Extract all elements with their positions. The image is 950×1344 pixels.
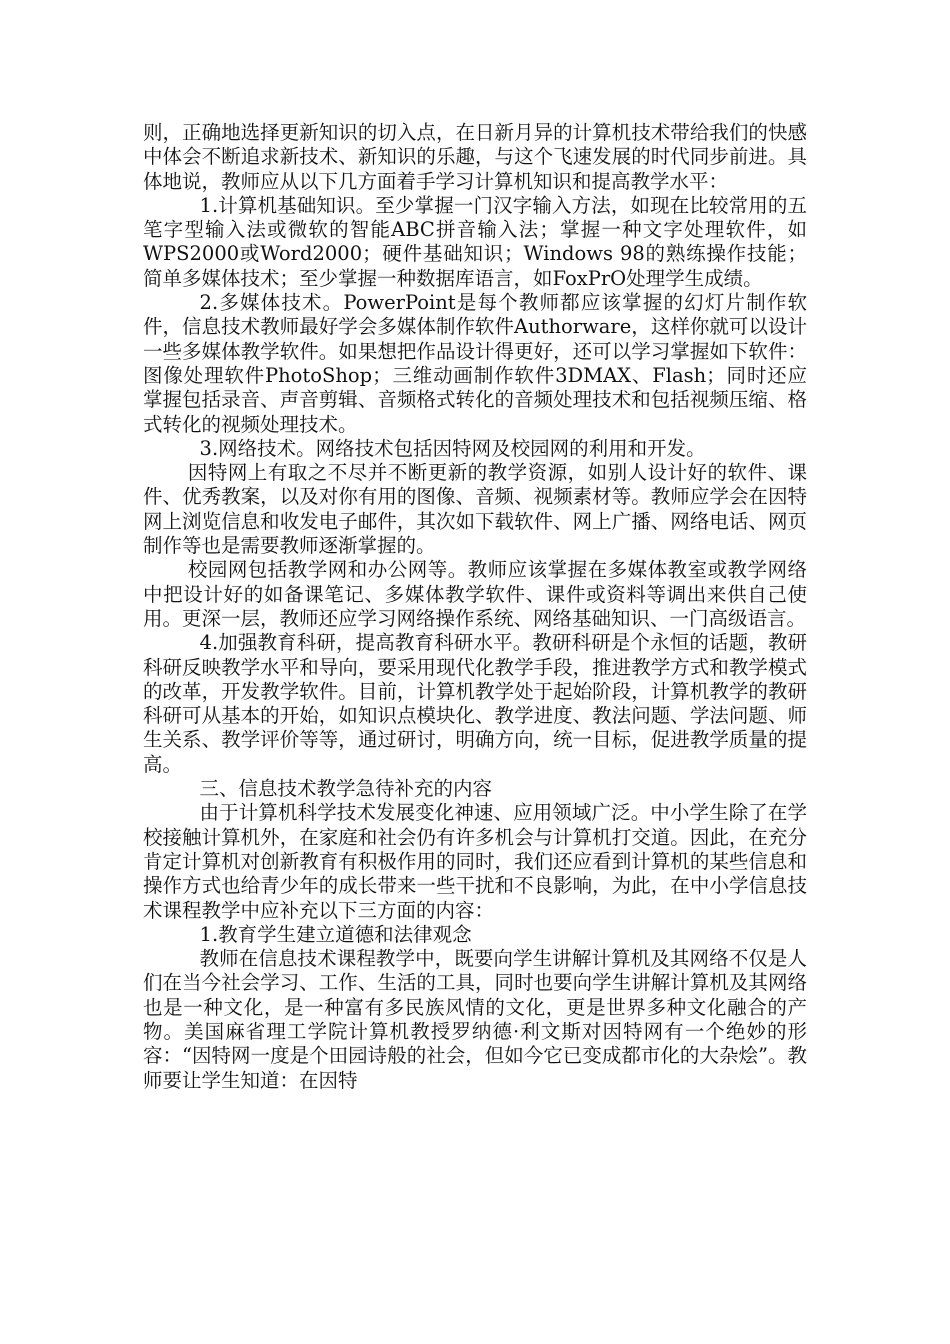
paragraph-computer-basics: 1.计算机基础知识。至少掌握一门汉字输入方法，如现在比较常用的五笔字型输入法或微软的智能ABC拼音输入法；掌握一种文字处理软件，如WPS2000或Word2000；硬件基础知识；Windows 98的熟练操作技能；简单多媒体技术；至少掌握一种数据库语言，如FoxPrO处理学生成绩。: [143, 193, 807, 290]
paragraph-intro: 则，正确地选择更新知识的切入点，在日新月异的计算机技术带给我们的快感中体会不断追求新技术、新知识的乐趣，与这个飞速发展的时代同步前进。具体地说，教师应从以下几方面着手学习计算机知识和提高教学水平：: [143, 121, 807, 193]
subheading-ethics: 1.教育学生建立道德和法律观念: [199, 922, 472, 946]
paragraph-multimedia: 2.多媒体技术。PowerPoint是每个教师都应该掌握的幻灯片制作软件，信息技术教师最好学会多媒体制作软件Authorware，这样你就可以设计一些多媒体教学软件。如果想把作品设计得更好，还可以学习掌握如下软件：图像处理软件PhotoShop；三维动画制作软件3DMAX、Flash；同时还应掌握包括录音、声音剪辑、音频格式转化的音频处理技术和包括视频压缩、格式转化的视频处理技术。: [143, 291, 807, 436]
paragraph-ethics: 教师在信息技术课程教学中，既要向学生讲解计算机及其网络不仅是人们在当今社会学习、工作、生活的工具，同时也要向学生讲解计算机及其网络也是一种文化，是一种富有多民族风情的文化，更是世界多种文化融合的产物。美国麻省理工学院计算机教授罗纳德·利文斯对因特网有一个绝妙的形容：“因特网一度是个田园诗般的社会，但如今它已变成都市化的大杂烩”。教师要让学生知道：在因特: [143, 947, 807, 1092]
paragraph-internet: 因特网上有取之不尽并不断更新的教学资源，如别人设计好的软件、课件、优秀教案，以及对你有用的图像、音频、视频素材等。教师应学会在因特网上浏览信息和收发电子邮件，其次如下载软件、网上广播、网络电话、网页制作等也是需要教师逐渐掌握的。: [143, 461, 807, 558]
document-body: [143, 121, 807, 1093]
paragraph-research: 4.加强教育科研，提高教育科研水平。教研科研是个永恒的话题，教研科研反映教学水平和导向，要采用现代化教学手段，推进教学方式和教学模式的改革，开发教学软件。目前，计算机教学处于起始阶段，计算机教学的教研科研可从基本的开始，如知识点模块化、教学进度、教法问题、学法问题、师生关系、教学评价等等，通过研讨，明确方向，统一目标，促进教学质量的提高。: [143, 631, 807, 776]
paragraph-network-tech: 3.网络技术。网络技术包括因特网及校园网的利用和开发。: [199, 436, 706, 460]
paragraph-campus-network: 校园网包括教学网和办公网等。教师应该掌握在多媒体教室或教学网络中把设计好的如备课笔记、多媒体教学软件、课件或资料等调出来供自己使用。更深一层，教师还应学习网络操作系统、网络基础知识、一门高级语言。: [143, 558, 807, 630]
paragraph-supplement: 由于计算机科学技术发展变化神速、应用领域广泛。中小学生除了在学校接触计算机外，在家庭和社会仍有许多机会与计算机打交道。因此，在充分肯定计算机对创新教育有积极作用的同时，我们还应看到计算机的某些信息和操作方式也给青少年的成长带来一些干扰和不良影响，为此，在中小学信息技术课程教学中应补充以下三方面的内容：: [143, 801, 807, 922]
section-heading: 三、信息技术教学急待补充的内容: [199, 777, 493, 801]
